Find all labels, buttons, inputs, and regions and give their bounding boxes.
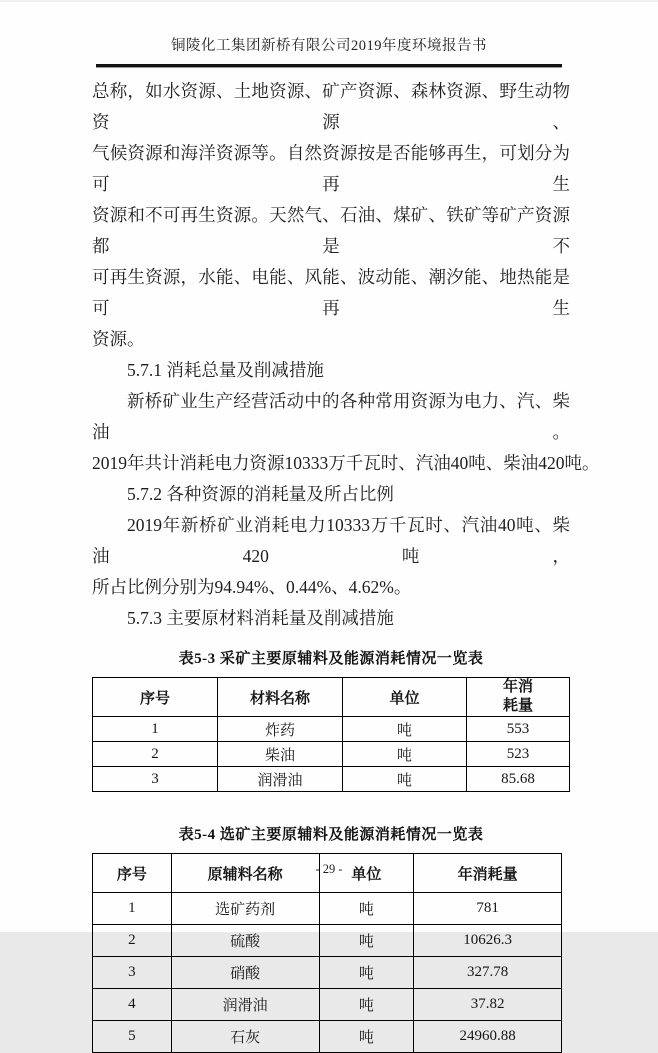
body-line: 2019年共计消耗电力资源10333万千瓦时、汽油40吨、柴油420吨。: [92, 453, 600, 473]
body-line: 资源。: [92, 329, 145, 349]
table-row: [93, 957, 562, 989]
table-header-row: [93, 678, 570, 717]
table-5-4: [92, 853, 562, 1053]
table-cell: 553: [466, 717, 569, 742]
table-cell: 3: [93, 767, 218, 792]
table-cell: 硝酸: [171, 957, 319, 989]
column-header: 材料名称: [217, 678, 342, 717]
table-cell: 吨: [342, 742, 466, 767]
table-cell: 吨: [342, 767, 466, 792]
table-cell: 吨: [342, 717, 466, 742]
table-5-3-caption: 表5-3 采矿主要原辅料及能源消耗情况一览表: [178, 651, 484, 667]
section-heading-5-7-3: 5.7.3 主要原材料消耗量及削减措施: [127, 608, 394, 628]
table-cell: 10626.3: [414, 925, 562, 957]
column-header: 序号: [93, 678, 218, 717]
table-cell: 吨: [319, 989, 414, 1021]
column-header: 单位: [342, 678, 466, 717]
column-header: 年消耗量: [414, 854, 562, 893]
body-line: 2019年新桥矿业消耗电力10333万千瓦时、汽油40吨、柴油420吨，: [92, 515, 570, 566]
table-cell: 85.68: [466, 767, 569, 792]
table-cell: 吨: [319, 925, 414, 957]
body-line: 总称，如水资源、土地资源、矿产资源、森林资源、野生动物资源、: [92, 81, 570, 132]
table-cell: 炸药: [217, 717, 342, 742]
table-cell: 37.82: [414, 989, 562, 1021]
body-line: 气候资源和海洋资源等。自然资源按是否能够再生，可划分为可再生: [92, 143, 570, 194]
table-cell: 3: [93, 957, 172, 989]
page-header: [0, 2, 658, 68]
table-cell: 润滑油: [171, 989, 319, 1021]
column-header: 原辅料名称: [171, 854, 319, 893]
table-cell: 4: [93, 989, 172, 1021]
column-header: 序号: [93, 854, 172, 893]
table-cell: 吨: [319, 957, 414, 989]
table-cell: 1: [93, 893, 172, 925]
table-cell: 硫酸: [171, 925, 319, 957]
column-header: [466, 678, 569, 717]
table-row: [93, 989, 562, 1021]
body-line: 资源和不可再生资源。天然气、石油、煤矿、铁矿等矿产资源都是不: [92, 205, 570, 256]
table-cell: 5: [93, 1021, 172, 1053]
table-cell: 吨: [319, 893, 414, 925]
table-5-4-caption: 表5-4 选矿主要原辅料及能源消耗情况一览表: [178, 827, 484, 843]
page-number: - 29 -: [315, 862, 343, 876]
header-rule: [96, 64, 562, 68]
body-line: 新桥矿业生产经营活动中的各种常用资源为电力、汽、柴油。: [92, 391, 570, 442]
body-line: 可再生资源，水能、电能、风能、波动能、潮汐能、地热能是可再生: [92, 267, 570, 318]
table-cell: 石灰: [171, 1021, 319, 1053]
body-line: 所占比例分别为94.94%、0.44%、4.62%。: [92, 577, 412, 597]
table-cell: 2: [93, 742, 218, 767]
table-cell: 327.78: [414, 957, 562, 989]
table-row: [93, 767, 570, 792]
table-row: [93, 1021, 562, 1053]
section-heading-5-7-1: 5.7.1 消耗总量及削减措施: [127, 360, 324, 380]
table-row: [93, 717, 570, 742]
table-cell: 24960.88: [414, 1021, 562, 1053]
table-cell: 选矿药剂: [171, 893, 319, 925]
table-row: [93, 893, 562, 925]
table-cell: 吨: [319, 1021, 414, 1053]
table-cell: 润滑油: [217, 767, 342, 792]
table-cell: 柴油: [217, 742, 342, 767]
section-heading-5-7-2: 5.7.2 各种资源的消耗量及所占比例: [127, 484, 394, 504]
table-cell: 1: [93, 717, 218, 742]
table-row: [93, 925, 562, 957]
header-title: 铜陵化工集团新桥有限公司2019年度环境报告书: [171, 38, 487, 54]
column-header-label: 年消耗量: [502, 679, 533, 714]
table-row: [93, 742, 570, 767]
column-header: 单位: [319, 854, 414, 893]
table-cell: 781: [414, 893, 562, 925]
table-5-3: [92, 677, 570, 792]
table-cell: 2: [93, 925, 172, 957]
spacer: [92, 792, 570, 810]
document-body: [92, 76, 600, 1053]
table-cell: 523: [466, 742, 569, 767]
